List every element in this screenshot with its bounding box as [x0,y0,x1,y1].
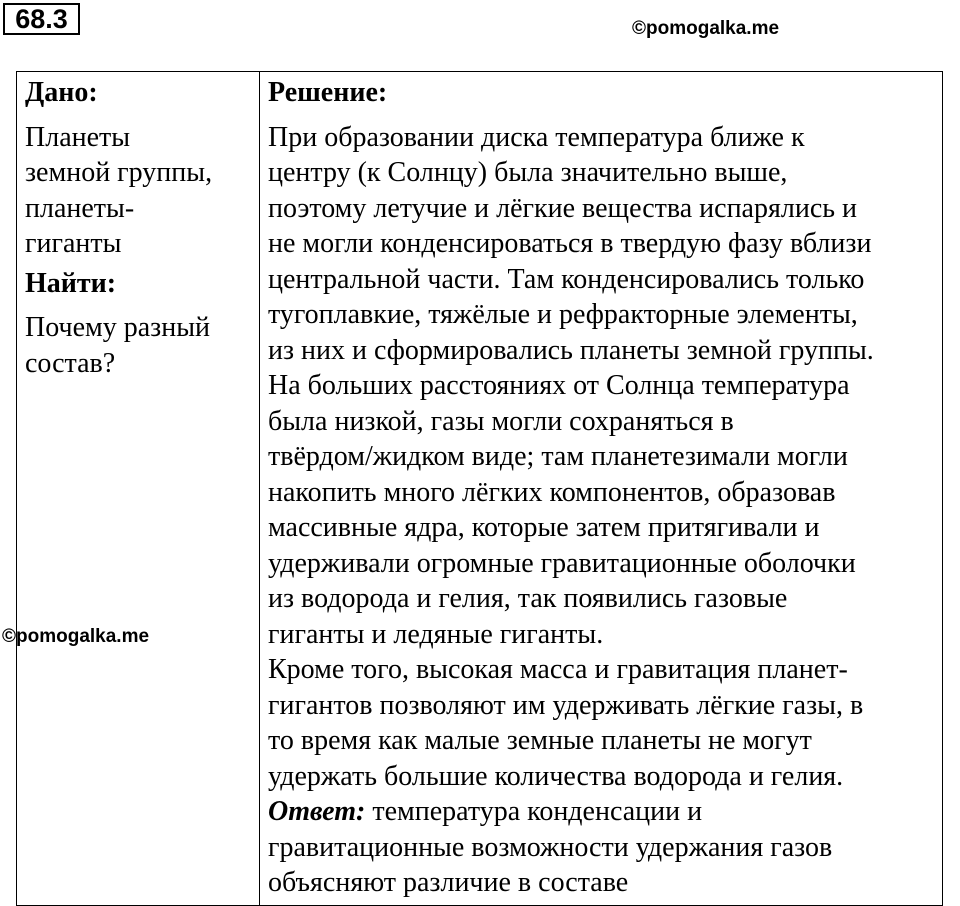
given-line: земной группы, [25,157,213,188]
given-line: гиганты [25,228,122,259]
solution-line: из водорода и гелия, так появились газовые [268,583,788,614]
solution-line: массивные ядра, которые затем притягивали и [268,512,820,543]
answer-line: гравитационные возможности удержания газов [268,831,833,863]
find-line: состав? [25,347,116,379]
answer-line [268,794,942,830]
solution-line: тугоплавкие, тяжёлые и рефракторные элементы, [268,299,858,330]
solution-line: не могли конденсироваться в твердую фазу вблизи [268,228,872,259]
solution-line: то время как малые земные планеты не могут [268,725,812,756]
problem-number: 68.3 [3,3,80,35]
solution-line: центральной части. Там конденсировались только [268,263,865,295]
solution-line: удерживали огромные гравитационные оболочки [268,547,856,579]
solution-line: накопить много лёгких компонентов, образовав [268,476,836,508]
solution-table [16,71,943,906]
solution-line: гигантов позволяют им удерживать лёгкие газы, в [268,689,864,721]
solution-column [260,72,943,906]
given-column [17,72,260,906]
given-line: Планеты [25,121,131,153]
given-text [25,120,259,262]
given-line: планеты- [25,192,135,224]
solution-line: из них и сформировались планеты земной группы. [268,334,874,366]
answer-text: температура конденсации и [365,796,703,827]
find-text [25,310,259,381]
solution-line: была низкой, газы могли сохраняться в [268,405,734,437]
solution-line: Кроме того, высокая масса и гравитация планет- [268,654,848,685]
find-heading: Найти: [25,267,117,299]
solution-body [268,120,942,901]
find-line: Почему разный [25,312,210,343]
solution-line: удержать большие количества водорода и гелия. [268,760,844,792]
solution-heading: Решение: [268,77,388,108]
watermark-left: ©pomogalka.me [2,626,150,647]
solution-line: поэтому летучие и лёгкие вещества испарялись и [268,192,857,224]
solution-line: На больших расстояниях от Солнца температура [268,370,850,401]
watermark-top: ©pomogalka.me [632,18,780,39]
given-heading: Дано: [25,77,98,108]
answer-label: Ответ: [268,796,366,827]
solution-line: При образовании диска температура ближе к [268,121,805,153]
solution-line: гиганты и ледяные гиганты. [268,618,604,650]
answer-line: объясняют различие в составе [268,867,629,898]
solution-line: центру (к Солнцу) была значительно выше, [268,157,788,188]
solution-row [17,72,943,906]
solution-line: твёрдом/жидком виде; там планетезимали могли [268,441,848,472]
